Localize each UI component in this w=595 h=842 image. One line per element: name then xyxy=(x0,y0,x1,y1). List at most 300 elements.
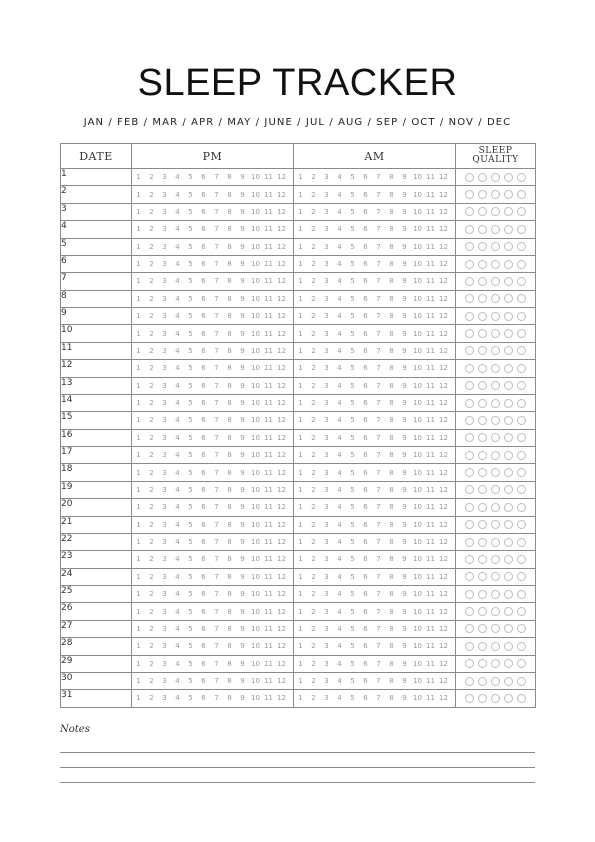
am-hour-mark[interactable]: 7 xyxy=(376,538,381,547)
am-hour-mark[interactable]: 3 xyxy=(324,590,329,599)
am-hour-mark[interactable]: 4 xyxy=(337,364,342,373)
am-hour-mark[interactable]: 1 xyxy=(298,242,303,251)
am-hour-mark[interactable]: 4 xyxy=(337,624,342,633)
am-hour-mark[interactable]: 12 xyxy=(439,207,448,216)
pm-hour-mark[interactable]: 10 xyxy=(251,173,260,182)
pm-hour-mark[interactable]: 11 xyxy=(264,242,273,251)
quality-circle-icon[interactable] xyxy=(465,451,474,460)
quality-circle-icon[interactable] xyxy=(491,399,500,408)
pm-hour-mark[interactable]: 2 xyxy=(149,607,154,616)
am-hour-mark[interactable]: 8 xyxy=(389,242,394,251)
pm-hour-mark[interactable]: 12 xyxy=(277,468,286,477)
pm-hour-mark[interactable]: 9 xyxy=(240,399,245,408)
pm-hour-mark[interactable]: 1 xyxy=(136,312,141,321)
quality-circle-icon[interactable] xyxy=(491,346,500,355)
am-hour-mark[interactable]: 2 xyxy=(311,659,316,668)
pm-hour-mark[interactable]: 1 xyxy=(136,659,141,668)
quality-circle-icon[interactable] xyxy=(465,260,474,269)
pm-hour-mark[interactable]: 9 xyxy=(240,590,245,599)
pm-hour-mark[interactable]: 3 xyxy=(162,520,167,529)
am-hour-mark[interactable]: 10 xyxy=(413,173,422,182)
am-hour-mark[interactable]: 3 xyxy=(324,294,329,303)
pm-hour-mark[interactable]: 1 xyxy=(136,329,141,338)
am-hour-mark[interactable]: 5 xyxy=(350,433,355,442)
pm-hour-mark[interactable]: 10 xyxy=(251,677,260,686)
am-hour-mark[interactable]: 7 xyxy=(376,364,381,373)
quality-circle-icon[interactable] xyxy=(504,694,513,703)
am-hour-mark[interactable]: 5 xyxy=(350,190,355,199)
am-hour-mark[interactable]: 9 xyxy=(402,433,407,442)
pm-hour-mark[interactable]: 3 xyxy=(162,416,167,425)
pm-hour-mark[interactable]: 4 xyxy=(175,642,180,651)
quality-circle-icon[interactable] xyxy=(478,624,487,633)
am-hour-mark[interactable]: 10 xyxy=(413,451,422,460)
pm-hour-mark[interactable]: 9 xyxy=(240,225,245,234)
am-hour-mark[interactable]: 7 xyxy=(376,346,381,355)
quality-circle-icon[interactable] xyxy=(478,294,487,303)
quality-circle-icon[interactable] xyxy=(465,572,474,581)
quality-circle-icon[interactable] xyxy=(478,329,487,338)
am-hour-mark[interactable]: 6 xyxy=(363,416,368,425)
am-hour-mark[interactable]: 9 xyxy=(402,607,407,616)
pm-hour-mark[interactable]: 9 xyxy=(240,624,245,633)
quality-circle-icon[interactable] xyxy=(478,173,487,182)
am-hour-mark[interactable]: 8 xyxy=(389,416,394,425)
pm-hour-mark[interactable]: 11 xyxy=(264,294,273,303)
am-hour-mark[interactable]: 10 xyxy=(413,468,422,477)
am-hour-mark[interactable]: 11 xyxy=(426,485,435,494)
am-hour-mark[interactable]: 3 xyxy=(324,381,329,390)
pm-hour-mark[interactable]: 8 xyxy=(227,468,232,477)
am-hour-mark[interactable]: 4 xyxy=(337,451,342,460)
am-hour-mark[interactable]: 3 xyxy=(324,329,329,338)
quality-circle-icon[interactable] xyxy=(465,538,474,547)
quality-circle-icon[interactable] xyxy=(465,624,474,633)
am-hour-mark[interactable]: 6 xyxy=(363,381,368,390)
pm-hour-mark[interactable]: 6 xyxy=(201,173,206,182)
am-hour-mark[interactable]: 3 xyxy=(324,173,329,182)
am-hour-mark[interactable]: 12 xyxy=(439,485,448,494)
pm-hour-mark[interactable]: 1 xyxy=(136,468,141,477)
am-hour-mark[interactable]: 1 xyxy=(298,329,303,338)
am-hour-mark[interactable]: 8 xyxy=(389,207,394,216)
am-hour-mark[interactable]: 10 xyxy=(413,346,422,355)
pm-hour-mark[interactable]: 12 xyxy=(277,485,286,494)
pm-hour-mark[interactable]: 1 xyxy=(136,433,141,442)
quality-circle-icon[interactable] xyxy=(491,381,500,390)
am-hour-mark[interactable]: 7 xyxy=(376,503,381,512)
pm-hour-mark[interactable]: 4 xyxy=(175,433,180,442)
pm-hour-mark[interactable]: 12 xyxy=(277,433,286,442)
quality-circle-icon[interactable] xyxy=(504,433,513,442)
quality-circle-icon[interactable] xyxy=(491,503,500,512)
pm-hour-mark[interactable]: 4 xyxy=(175,607,180,616)
am-hour-mark[interactable]: 8 xyxy=(389,260,394,269)
pm-hour-mark[interactable]: 2 xyxy=(149,399,154,408)
am-hour-mark[interactable]: 3 xyxy=(324,538,329,547)
pm-hour-mark[interactable]: 10 xyxy=(251,555,260,564)
pm-hour-mark[interactable]: 6 xyxy=(201,225,206,234)
pm-hour-mark[interactable]: 4 xyxy=(175,451,180,460)
am-hour-mark[interactable]: 12 xyxy=(439,520,448,529)
pm-hour-mark[interactable]: 8 xyxy=(227,399,232,408)
pm-hour-mark[interactable]: 8 xyxy=(227,329,232,338)
pm-hour-mark[interactable]: 11 xyxy=(264,659,273,668)
pm-hour-mark[interactable]: 6 xyxy=(201,572,206,581)
am-hour-mark[interactable]: 11 xyxy=(426,659,435,668)
am-hour-mark[interactable]: 8 xyxy=(389,555,394,564)
quality-circle-icon[interactable] xyxy=(491,312,500,321)
pm-hour-mark[interactable]: 12 xyxy=(277,242,286,251)
quality-circle-icon[interactable] xyxy=(491,607,500,616)
am-hour-mark[interactable]: 11 xyxy=(426,260,435,269)
am-hour-mark[interactable]: 2 xyxy=(311,694,316,703)
am-hour-mark[interactable]: 7 xyxy=(376,173,381,182)
pm-hour-mark[interactable]: 5 xyxy=(188,642,193,651)
am-hour-mark[interactable]: 8 xyxy=(389,364,394,373)
am-hour-mark[interactable]: 1 xyxy=(298,173,303,182)
quality-circle-icon[interactable] xyxy=(504,642,513,651)
pm-hour-mark[interactable]: 10 xyxy=(251,207,260,216)
pm-hour-mark[interactable]: 3 xyxy=(162,312,167,321)
pm-hour-mark[interactable]: 4 xyxy=(175,260,180,269)
pm-hour-mark[interactable]: 7 xyxy=(214,451,219,460)
pm-hour-mark[interactable]: 8 xyxy=(227,381,232,390)
quality-circle-icon[interactable] xyxy=(517,277,526,286)
am-hour-mark[interactable]: 8 xyxy=(389,294,394,303)
pm-hour-mark[interactable]: 4 xyxy=(175,294,180,303)
am-hour-mark[interactable]: 4 xyxy=(337,416,342,425)
pm-hour-mark[interactable]: 5 xyxy=(188,364,193,373)
pm-hour-mark[interactable]: 12 xyxy=(277,416,286,425)
quality-circle-icon[interactable] xyxy=(517,312,526,321)
am-hour-mark[interactable]: 9 xyxy=(402,190,407,199)
pm-hour-mark[interactable]: 4 xyxy=(175,399,180,408)
pm-hour-mark[interactable]: 6 xyxy=(201,555,206,564)
pm-hour-mark[interactable]: 9 xyxy=(240,433,245,442)
am-hour-mark[interactable]: 11 xyxy=(426,399,435,408)
pm-hour-mark[interactable]: 11 xyxy=(264,364,273,373)
am-hour-mark[interactable]: 6 xyxy=(363,572,368,581)
am-hour-mark[interactable]: 9 xyxy=(402,503,407,512)
pm-hour-mark[interactable]: 8 xyxy=(227,659,232,668)
am-hour-mark[interactable]: 1 xyxy=(298,520,303,529)
am-hour-mark[interactable]: 7 xyxy=(376,294,381,303)
pm-hour-mark[interactable]: 11 xyxy=(264,173,273,182)
pm-hour-mark[interactable]: 6 xyxy=(201,520,206,529)
pm-hour-mark[interactable]: 8 xyxy=(227,433,232,442)
pm-hour-mark[interactable]: 12 xyxy=(277,572,286,581)
am-hour-mark[interactable]: 9 xyxy=(402,329,407,338)
pm-hour-mark[interactable]: 5 xyxy=(188,503,193,512)
quality-circle-icon[interactable] xyxy=(491,624,500,633)
am-hour-mark[interactable]: 5 xyxy=(350,277,355,286)
am-hour-mark[interactable]: 11 xyxy=(426,329,435,338)
pm-hour-mark[interactable]: 6 xyxy=(201,624,206,633)
am-hour-mark[interactable]: 1 xyxy=(298,590,303,599)
quality-circle-icon[interactable] xyxy=(491,694,500,703)
pm-hour-mark[interactable]: 9 xyxy=(240,346,245,355)
quality-circle-icon[interactable] xyxy=(491,294,500,303)
pm-hour-mark[interactable]: 2 xyxy=(149,364,154,373)
quality-circle-icon[interactable] xyxy=(478,190,487,199)
pm-hour-mark[interactable]: 8 xyxy=(227,225,232,234)
am-hour-mark[interactable]: 6 xyxy=(363,624,368,633)
am-hour-mark[interactable]: 12 xyxy=(439,277,448,286)
am-hour-mark[interactable]: 6 xyxy=(363,207,368,216)
pm-hour-mark[interactable]: 11 xyxy=(264,468,273,477)
pm-hour-mark[interactable]: 2 xyxy=(149,346,154,355)
pm-hour-mark[interactable]: 9 xyxy=(240,642,245,651)
am-hour-mark[interactable]: 12 xyxy=(439,346,448,355)
am-hour-mark[interactable]: 12 xyxy=(439,294,448,303)
am-hour-mark[interactable]: 12 xyxy=(439,242,448,251)
pm-hour-mark[interactable]: 5 xyxy=(188,555,193,564)
pm-hour-mark[interactable]: 10 xyxy=(251,416,260,425)
pm-hour-mark[interactable]: 7 xyxy=(214,590,219,599)
pm-hour-mark[interactable]: 11 xyxy=(264,329,273,338)
am-hour-mark[interactable]: 11 xyxy=(426,242,435,251)
quality-circle-icon[interactable] xyxy=(478,312,487,321)
pm-hour-mark[interactable]: 1 xyxy=(136,173,141,182)
pm-hour-mark[interactable]: 3 xyxy=(162,225,167,234)
am-hour-mark[interactable]: 10 xyxy=(413,364,422,373)
quality-circle-icon[interactable] xyxy=(491,451,500,460)
am-hour-mark[interactable]: 10 xyxy=(413,677,422,686)
pm-hour-mark[interactable]: 10 xyxy=(251,607,260,616)
pm-hour-mark[interactable]: 12 xyxy=(277,624,286,633)
am-hour-mark[interactable]: 5 xyxy=(350,590,355,599)
pm-hour-mark[interactable]: 8 xyxy=(227,520,232,529)
am-hour-mark[interactable]: 11 xyxy=(426,642,435,651)
quality-circle-icon[interactable] xyxy=(517,329,526,338)
am-hour-mark[interactable]: 1 xyxy=(298,677,303,686)
am-hour-mark[interactable]: 3 xyxy=(324,190,329,199)
am-hour-mark[interactable]: 12 xyxy=(439,433,448,442)
pm-hour-mark[interactable]: 10 xyxy=(251,538,260,547)
quality-circle-icon[interactable] xyxy=(504,399,513,408)
pm-hour-mark[interactable]: 12 xyxy=(277,520,286,529)
am-hour-mark[interactable]: 2 xyxy=(311,294,316,303)
pm-hour-mark[interactable]: 9 xyxy=(240,538,245,547)
am-hour-mark[interactable]: 1 xyxy=(298,399,303,408)
am-hour-mark[interactable]: 9 xyxy=(402,312,407,321)
pm-hour-mark[interactable]: 5 xyxy=(188,225,193,234)
am-hour-mark[interactable]: 5 xyxy=(350,555,355,564)
am-hour-mark[interactable]: 7 xyxy=(376,677,381,686)
pm-hour-mark[interactable]: 7 xyxy=(214,642,219,651)
am-hour-mark[interactable]: 6 xyxy=(363,451,368,460)
am-hour-mark[interactable]: 7 xyxy=(376,555,381,564)
am-hour-mark[interactable]: 11 xyxy=(426,624,435,633)
pm-hour-mark[interactable]: 1 xyxy=(136,572,141,581)
pm-hour-mark[interactable]: 12 xyxy=(277,607,286,616)
quality-circle-icon[interactable] xyxy=(504,364,513,373)
pm-hour-mark[interactable]: 11 xyxy=(264,312,273,321)
am-hour-mark[interactable]: 8 xyxy=(389,451,394,460)
am-hour-mark[interactable]: 10 xyxy=(413,329,422,338)
am-hour-mark[interactable]: 8 xyxy=(389,677,394,686)
quality-circle-icon[interactable] xyxy=(504,173,513,182)
am-hour-mark[interactable]: 6 xyxy=(363,659,368,668)
quality-circle-icon[interactable] xyxy=(491,590,500,599)
am-hour-mark[interactable]: 1 xyxy=(298,346,303,355)
am-hour-mark[interactable]: 7 xyxy=(376,590,381,599)
pm-hour-mark[interactable]: 11 xyxy=(264,677,273,686)
quality-circle-icon[interactable] xyxy=(465,694,474,703)
quality-circle-icon[interactable] xyxy=(504,312,513,321)
am-hour-mark[interactable]: 3 xyxy=(324,468,329,477)
quality-circle-icon[interactable] xyxy=(465,225,474,234)
am-hour-mark[interactable]: 6 xyxy=(363,503,368,512)
am-hour-mark[interactable]: 12 xyxy=(439,329,448,338)
quality-circle-icon[interactable] xyxy=(504,277,513,286)
pm-hour-mark[interactable]: 6 xyxy=(201,659,206,668)
quality-circle-icon[interactable] xyxy=(465,329,474,338)
pm-hour-mark[interactable]: 8 xyxy=(227,694,232,703)
quality-circle-icon[interactable] xyxy=(517,607,526,616)
am-hour-mark[interactable]: 9 xyxy=(402,468,407,477)
pm-hour-mark[interactable]: 10 xyxy=(251,190,260,199)
pm-hour-mark[interactable]: 4 xyxy=(175,225,180,234)
am-hour-mark[interactable]: 10 xyxy=(413,572,422,581)
quality-circle-icon[interactable] xyxy=(491,659,500,668)
am-hour-mark[interactable]: 11 xyxy=(426,433,435,442)
pm-hour-mark[interactable]: 8 xyxy=(227,260,232,269)
pm-hour-mark[interactable]: 5 xyxy=(188,520,193,529)
pm-hour-mark[interactable]: 11 xyxy=(264,485,273,494)
pm-hour-mark[interactable]: 1 xyxy=(136,346,141,355)
pm-hour-mark[interactable]: 2 xyxy=(149,624,154,633)
pm-hour-mark[interactable]: 12 xyxy=(277,381,286,390)
pm-hour-mark[interactable]: 4 xyxy=(175,520,180,529)
am-hour-mark[interactable]: 1 xyxy=(298,624,303,633)
am-hour-mark[interactable]: 1 xyxy=(298,642,303,651)
pm-hour-mark[interactable]: 4 xyxy=(175,659,180,668)
quality-circle-icon[interactable] xyxy=(504,329,513,338)
pm-hour-mark[interactable]: 11 xyxy=(264,607,273,616)
pm-hour-mark[interactable]: 10 xyxy=(251,451,260,460)
quality-circle-icon[interactable] xyxy=(465,242,474,251)
pm-hour-mark[interactable]: 1 xyxy=(136,207,141,216)
pm-hour-mark[interactable]: 7 xyxy=(214,659,219,668)
am-hour-mark[interactable]: 3 xyxy=(324,277,329,286)
quality-circle-icon[interactable] xyxy=(517,260,526,269)
quality-circle-icon[interactable] xyxy=(491,520,500,529)
am-hour-mark[interactable]: 6 xyxy=(363,677,368,686)
quality-circle-icon[interactable] xyxy=(504,607,513,616)
am-hour-mark[interactable]: 12 xyxy=(439,173,448,182)
quality-circle-icon[interactable] xyxy=(465,642,474,651)
am-hour-mark[interactable]: 10 xyxy=(413,207,422,216)
pm-hour-mark[interactable]: 7 xyxy=(214,381,219,390)
pm-hour-mark[interactable]: 1 xyxy=(136,294,141,303)
pm-hour-mark[interactable]: 8 xyxy=(227,503,232,512)
am-hour-mark[interactable]: 2 xyxy=(311,468,316,477)
pm-hour-mark[interactable]: 11 xyxy=(264,433,273,442)
am-hour-mark[interactable]: 9 xyxy=(402,225,407,234)
pm-hour-mark[interactable]: 8 xyxy=(227,451,232,460)
pm-hour-mark[interactable]: 4 xyxy=(175,677,180,686)
am-hour-mark[interactable]: 6 xyxy=(363,590,368,599)
am-hour-mark[interactable]: 9 xyxy=(402,677,407,686)
pm-hour-mark[interactable]: 7 xyxy=(214,538,219,547)
am-hour-mark[interactable]: 5 xyxy=(350,173,355,182)
am-hour-mark[interactable]: 10 xyxy=(413,520,422,529)
pm-hour-mark[interactable]: 1 xyxy=(136,451,141,460)
pm-hour-mark[interactable]: 9 xyxy=(240,260,245,269)
am-hour-mark[interactable]: 1 xyxy=(298,207,303,216)
am-hour-mark[interactable]: 5 xyxy=(350,416,355,425)
am-hour-mark[interactable]: 7 xyxy=(376,416,381,425)
am-hour-mark[interactable]: 3 xyxy=(324,416,329,425)
am-hour-mark[interactable]: 9 xyxy=(402,572,407,581)
pm-hour-mark[interactable]: 6 xyxy=(201,677,206,686)
am-hour-mark[interactable]: 8 xyxy=(389,277,394,286)
pm-hour-mark[interactable]: 2 xyxy=(149,468,154,477)
pm-hour-mark[interactable]: 8 xyxy=(227,364,232,373)
am-hour-mark[interactable]: 7 xyxy=(376,607,381,616)
quality-circle-icon[interactable] xyxy=(504,346,513,355)
pm-hour-mark[interactable]: 5 xyxy=(188,485,193,494)
pm-hour-mark[interactable]: 3 xyxy=(162,364,167,373)
am-hour-mark[interactable]: 6 xyxy=(363,399,368,408)
am-hour-mark[interactable]: 3 xyxy=(324,572,329,581)
pm-hour-mark[interactable]: 3 xyxy=(162,555,167,564)
pm-hour-mark[interactable]: 12 xyxy=(277,260,286,269)
am-hour-mark[interactable]: 10 xyxy=(413,503,422,512)
quality-circle-icon[interactable] xyxy=(478,520,487,529)
pm-hour-mark[interactable]: 5 xyxy=(188,468,193,477)
am-hour-mark[interactable]: 12 xyxy=(439,555,448,564)
am-hour-mark[interactable]: 2 xyxy=(311,364,316,373)
pm-hour-mark[interactable]: 5 xyxy=(188,329,193,338)
pm-hour-mark[interactable]: 1 xyxy=(136,642,141,651)
pm-hour-mark[interactable]: 1 xyxy=(136,538,141,547)
pm-hour-mark[interactable]: 8 xyxy=(227,207,232,216)
pm-hour-mark[interactable]: 9 xyxy=(240,416,245,425)
am-hour-mark[interactable]: 12 xyxy=(439,624,448,633)
pm-hour-mark[interactable]: 5 xyxy=(188,677,193,686)
am-hour-mark[interactable]: 11 xyxy=(426,294,435,303)
am-hour-mark[interactable]: 2 xyxy=(311,190,316,199)
am-hour-mark[interactable]: 3 xyxy=(324,346,329,355)
pm-hour-mark[interactable]: 12 xyxy=(277,555,286,564)
quality-circle-icon[interactable] xyxy=(491,190,500,199)
pm-hour-mark[interactable]: 3 xyxy=(162,381,167,390)
pm-hour-mark[interactable]: 8 xyxy=(227,624,232,633)
am-hour-mark[interactable]: 5 xyxy=(350,381,355,390)
pm-hour-mark[interactable]: 5 xyxy=(188,207,193,216)
am-hour-mark[interactable]: 5 xyxy=(350,642,355,651)
pm-hour-mark[interactable]: 5 xyxy=(188,538,193,547)
am-hour-mark[interactable]: 7 xyxy=(376,694,381,703)
quality-circle-icon[interactable] xyxy=(517,207,526,216)
quality-circle-icon[interactable] xyxy=(517,694,526,703)
am-hour-mark[interactable]: 9 xyxy=(402,485,407,494)
pm-hour-mark[interactable]: 12 xyxy=(277,294,286,303)
pm-hour-mark[interactable]: 10 xyxy=(251,520,260,529)
pm-hour-mark[interactable]: 9 xyxy=(240,242,245,251)
am-hour-mark[interactable]: 12 xyxy=(439,225,448,234)
am-hour-mark[interactable]: 11 xyxy=(426,277,435,286)
quality-circle-icon[interactable] xyxy=(465,590,474,599)
quality-circle-icon[interactable] xyxy=(465,294,474,303)
pm-hour-mark[interactable]: 1 xyxy=(136,225,141,234)
am-hour-mark[interactable]: 4 xyxy=(337,468,342,477)
pm-hour-mark[interactable]: 5 xyxy=(188,399,193,408)
am-hour-mark[interactable]: 11 xyxy=(426,572,435,581)
